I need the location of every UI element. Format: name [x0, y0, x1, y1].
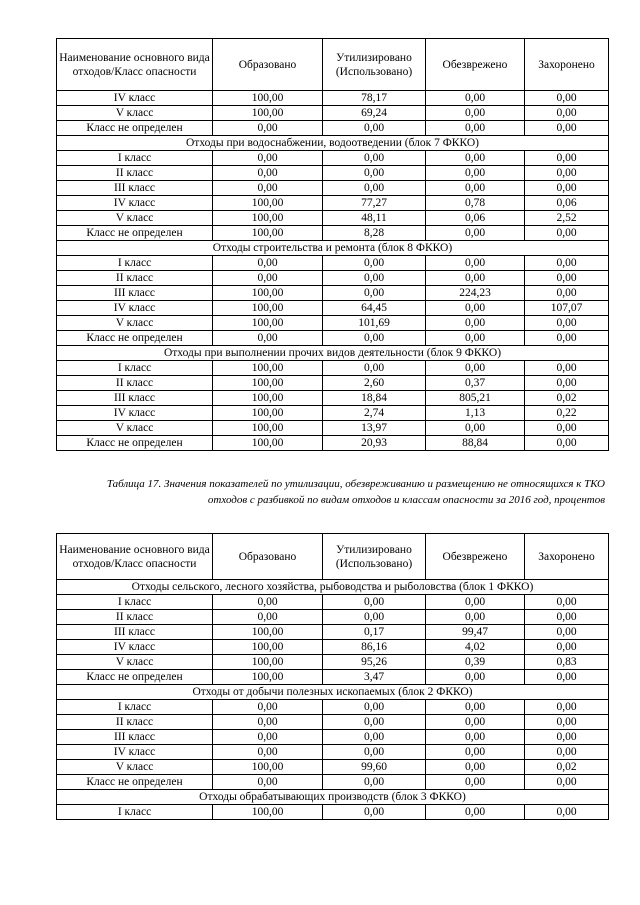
class-cell: III класс [57, 181, 213, 196]
neutralized-cell: 0,00 [426, 316, 525, 331]
buried-cell: 0,00 [525, 640, 609, 655]
class-cell: Класс не определен [57, 436, 213, 451]
buried-cell: 0,00 [525, 256, 609, 271]
neutralized-cell: 0,00 [426, 805, 525, 820]
buried-cell: 0,00 [525, 151, 609, 166]
class-cell: I класс [57, 151, 213, 166]
header-generated: Образовано [213, 39, 323, 91]
class-cell: III класс [57, 286, 213, 301]
section-title: Отходы обрабатывающих производств (блок 3 ФККО) [57, 790, 609, 805]
table-row [57, 421, 609, 436]
table1-body [57, 39, 609, 451]
generated-cell: 0,00 [213, 166, 323, 181]
table-row [57, 166, 609, 181]
header-neutralized: Обезврежено [426, 534, 525, 580]
table-row [57, 196, 609, 211]
generated-cell: 0,00 [213, 745, 323, 760]
neutralized-cell: 88,84 [426, 436, 525, 451]
header-utilized: Утилизировано (Использовано) [323, 39, 426, 91]
buried-cell: 0,00 [525, 745, 609, 760]
section-title: Отходы при выполнении прочих видов деятельности (блок 9 ФККО) [57, 346, 609, 361]
table-row [57, 700, 609, 715]
neutralized-cell: 1,13 [426, 406, 525, 421]
utilized-cell: 86,16 [323, 640, 426, 655]
section-title: Отходы при водоснабжении, водоотведении (блок 7 ФККО) [57, 136, 609, 151]
table-row [57, 361, 609, 376]
buried-cell: 0,00 [525, 805, 609, 820]
header-generated: Образовано [213, 534, 323, 580]
table-row [57, 391, 609, 406]
utilized-cell: 0,00 [323, 610, 426, 625]
neutralized-cell: 0,00 [426, 181, 525, 196]
generated-cell: 100,00 [213, 760, 323, 775]
neutralized-cell: 0,00 [426, 256, 525, 271]
class-cell: I класс [57, 700, 213, 715]
generated-cell: 100,00 [213, 670, 323, 685]
utilized-cell: 0,00 [323, 181, 426, 196]
utilized-cell: 69,24 [323, 106, 426, 121]
generated-cell: 100,00 [213, 436, 323, 451]
buried-cell: 0,02 [525, 391, 609, 406]
section-header-row [57, 580, 609, 595]
generated-cell: 100,00 [213, 625, 323, 640]
class-cell: II класс [57, 610, 213, 625]
class-cell: I класс [57, 361, 213, 376]
section-title: Отходы сельского, лесного хозяйства, рыбоводства и рыболовства (блок 1 ФККО) [57, 580, 609, 595]
utilized-cell: 0,00 [323, 700, 426, 715]
utilized-cell: 0,00 [323, 775, 426, 790]
waste-table-continued [56, 38, 609, 451]
table-row [57, 271, 609, 286]
generated-cell: 0,00 [213, 181, 323, 196]
generated-cell: 100,00 [213, 655, 323, 670]
table-row [57, 106, 609, 121]
buried-cell: 0,00 [525, 361, 609, 376]
buried-cell: 0,83 [525, 655, 609, 670]
generated-cell: 0,00 [213, 775, 323, 790]
table-row [57, 655, 609, 670]
buried-cell: 0,00 [525, 670, 609, 685]
generated-cell: 100,00 [213, 391, 323, 406]
section-header-row [57, 241, 609, 256]
class-cell: IV класс [57, 91, 213, 106]
section-header-row [57, 136, 609, 151]
neutralized-cell: 0,00 [426, 331, 525, 346]
buried-cell: 0,00 [525, 91, 609, 106]
header-row [57, 39, 609, 91]
table-row [57, 805, 609, 820]
generated-cell: 0,00 [213, 121, 323, 136]
class-cell: V класс [57, 760, 213, 775]
neutralized-cell: 0,00 [426, 361, 525, 376]
buried-cell: 2,52 [525, 211, 609, 226]
header-waste-type: Наименование основного вида отходов/Класс опасности [57, 39, 213, 91]
utilized-cell: 0,00 [323, 595, 426, 610]
section-header-row [57, 346, 609, 361]
neutralized-cell: 0,00 [426, 301, 525, 316]
table-row [57, 670, 609, 685]
neutralized-cell: 99,47 [426, 625, 525, 640]
neutralized-cell: 0,00 [426, 151, 525, 166]
buried-cell: 0,00 [525, 286, 609, 301]
buried-cell: 0,00 [525, 181, 609, 196]
table-row [57, 610, 609, 625]
utilized-cell: 0,00 [323, 166, 426, 181]
utilized-cell: 0,00 [323, 730, 426, 745]
generated-cell: 100,00 [213, 301, 323, 316]
buried-cell: 0,00 [525, 595, 609, 610]
utilized-cell: 0,00 [323, 256, 426, 271]
table-row [57, 286, 609, 301]
buried-cell: 0,00 [525, 331, 609, 346]
class-cell: V класс [57, 106, 213, 121]
neutralized-cell: 4,02 [426, 640, 525, 655]
utilized-cell: 48,11 [323, 211, 426, 226]
neutralized-cell: 0,00 [426, 421, 525, 436]
utilized-cell: 2,74 [323, 406, 426, 421]
table-row [57, 406, 609, 421]
utilized-cell: 101,69 [323, 316, 426, 331]
class-cell: Класс не определен [57, 226, 213, 241]
table-row [57, 730, 609, 745]
class-cell: II класс [57, 376, 213, 391]
neutralized-cell: 0,00 [426, 106, 525, 121]
class-cell: III класс [57, 391, 213, 406]
section-header-row [57, 685, 609, 700]
table-row [57, 226, 609, 241]
utilized-cell: 64,45 [323, 301, 426, 316]
neutralized-cell: 0,00 [426, 715, 525, 730]
class-cell: V класс [57, 421, 213, 436]
generated-cell: 0,00 [213, 610, 323, 625]
buried-cell: 0,00 [525, 775, 609, 790]
neutralized-cell: 0,00 [426, 670, 525, 685]
buried-cell: 107,07 [525, 301, 609, 316]
generated-cell: 100,00 [213, 361, 323, 376]
class-cell: Класс не определен [57, 331, 213, 346]
generated-cell: 100,00 [213, 640, 323, 655]
class-cell: Класс не определен [57, 775, 213, 790]
buried-cell: 0,00 [525, 610, 609, 625]
generated-cell: 100,00 [213, 421, 323, 436]
table-row [57, 625, 609, 640]
waste-table-2016 [56, 533, 609, 820]
buried-cell: 0,00 [525, 121, 609, 136]
class-cell: Класс не определен [57, 670, 213, 685]
generated-cell: 100,00 [213, 106, 323, 121]
generated-cell: 0,00 [213, 256, 323, 271]
generated-cell: 100,00 [213, 196, 323, 211]
table-row [57, 121, 609, 136]
utilized-cell: 20,93 [323, 436, 426, 451]
class-cell: V класс [57, 316, 213, 331]
utilized-cell: 18,84 [323, 391, 426, 406]
section-header-row [57, 790, 609, 805]
header-buried: Захоронено [525, 534, 609, 580]
utilized-cell: 0,00 [323, 271, 426, 286]
buried-cell: 0,00 [525, 436, 609, 451]
table-caption: Таблица 17. Значения показателей по утилизации, обезвреживанию и размещению не относящихся к ТКО отходов с разбивкой по видам отходов и классам опасности за 2016 год, процентов [106, 478, 605, 506]
class-cell: IV класс [57, 406, 213, 421]
class-cell: III класс [57, 625, 213, 640]
neutralized-cell: 0,00 [426, 610, 525, 625]
buried-cell: 0,06 [525, 196, 609, 211]
utilized-cell: 0,00 [323, 286, 426, 301]
neutralized-cell: 0,00 [426, 775, 525, 790]
class-cell: II класс [57, 715, 213, 730]
section-title: Отходы строительства и ремонта (блок 8 ФККО) [57, 241, 609, 256]
table-row [57, 91, 609, 106]
buried-cell: 0,00 [525, 730, 609, 745]
generated-cell: 0,00 [213, 271, 323, 286]
utilized-cell: 0,00 [323, 715, 426, 730]
header-neutralized: Обезврежено [426, 39, 525, 91]
table-row [57, 376, 609, 391]
header-buried: Захоронено [525, 39, 609, 91]
generated-cell: 100,00 [213, 805, 323, 820]
generated-cell: 100,00 [213, 286, 323, 301]
table-row [57, 760, 609, 775]
class-cell: V класс [57, 211, 213, 226]
neutralized-cell: 0,00 [426, 271, 525, 286]
neutralized-cell: 224,23 [426, 286, 525, 301]
generated-cell: 100,00 [213, 211, 323, 226]
utilized-cell: 78,17 [323, 91, 426, 106]
neutralized-cell: 0,37 [426, 376, 525, 391]
table-row [57, 436, 609, 451]
buried-cell: 0,02 [525, 760, 609, 775]
neutralized-cell: 0,00 [426, 760, 525, 775]
generated-cell: 100,00 [213, 406, 323, 421]
header-utilized: Утилизировано (Использовано) [323, 534, 426, 580]
header-waste-type: Наименование основного вида отходов/Класс опасности [57, 534, 213, 580]
generated-cell: 100,00 [213, 226, 323, 241]
neutralized-cell: 0,00 [426, 226, 525, 241]
buried-cell: 0,00 [525, 700, 609, 715]
generated-cell: 100,00 [213, 376, 323, 391]
neutralized-cell: 0,00 [426, 166, 525, 181]
utilized-cell: 0,17 [323, 625, 426, 640]
utilized-cell: 99,60 [323, 760, 426, 775]
utilized-cell: 0,00 [323, 745, 426, 760]
buried-cell: 0,00 [525, 715, 609, 730]
neutralized-cell: 805,21 [426, 391, 525, 406]
generated-cell: 100,00 [213, 316, 323, 331]
neutralized-cell: 0,78 [426, 196, 525, 211]
class-cell: Класс не определен [57, 121, 213, 136]
neutralized-cell: 0,39 [426, 655, 525, 670]
section-title: Отходы от добычи полезных ископаемых (блок 2 ФККО) [57, 685, 609, 700]
table-row [57, 715, 609, 730]
class-cell: IV класс [57, 301, 213, 316]
buried-cell: 0,00 [525, 106, 609, 121]
utilized-cell: 0,00 [323, 331, 426, 346]
table-row [57, 775, 609, 790]
generated-cell: 100,00 [213, 91, 323, 106]
neutralized-cell: 0,00 [426, 730, 525, 745]
utilized-cell: 2,60 [323, 376, 426, 391]
buried-cell: 0,00 [525, 226, 609, 241]
class-cell: I класс [57, 805, 213, 820]
class-cell: IV класс [57, 196, 213, 211]
utilized-cell: 13,97 [323, 421, 426, 436]
utilized-cell: 95,26 [323, 655, 426, 670]
generated-cell: 0,00 [213, 151, 323, 166]
table-row [57, 595, 609, 610]
generated-cell: 0,00 [213, 595, 323, 610]
neutralized-cell: 0,00 [426, 121, 525, 136]
table-row [57, 331, 609, 346]
header-row [57, 534, 609, 580]
generated-cell: 0,00 [213, 700, 323, 715]
generated-cell: 0,00 [213, 331, 323, 346]
neutralized-cell: 0,00 [426, 595, 525, 610]
class-cell: I класс [57, 256, 213, 271]
buried-cell: 0,00 [525, 421, 609, 436]
table-row [57, 745, 609, 760]
neutralized-cell: 0,00 [426, 91, 525, 106]
table-row [57, 301, 609, 316]
table-row [57, 181, 609, 196]
generated-cell: 0,00 [213, 715, 323, 730]
buried-cell: 0,00 [525, 271, 609, 286]
class-cell: IV класс [57, 640, 213, 655]
table2-body [57, 534, 609, 820]
table-row [57, 256, 609, 271]
buried-cell: 0,00 [525, 376, 609, 391]
class-cell: II класс [57, 166, 213, 181]
table-row [57, 211, 609, 226]
neutralized-cell: 0,06 [426, 211, 525, 226]
class-cell: II класс [57, 271, 213, 286]
table-row [57, 316, 609, 331]
generated-cell: 0,00 [213, 730, 323, 745]
table-row [57, 151, 609, 166]
utilized-cell: 0,00 [323, 121, 426, 136]
class-cell: I класс [57, 595, 213, 610]
buried-cell: 0,22 [525, 406, 609, 421]
utilized-cell: 0,00 [323, 805, 426, 820]
class-cell: III класс [57, 730, 213, 745]
utilized-cell: 3,47 [323, 670, 426, 685]
neutralized-cell: 0,00 [426, 700, 525, 715]
table-row [57, 640, 609, 655]
class-cell: V класс [57, 655, 213, 670]
utilized-cell: 8,28 [323, 226, 426, 241]
buried-cell: 0,00 [525, 166, 609, 181]
class-cell: IV класс [57, 745, 213, 760]
buried-cell: 0,00 [525, 625, 609, 640]
utilized-cell: 0,00 [323, 151, 426, 166]
utilized-cell: 0,00 [323, 361, 426, 376]
neutralized-cell: 0,00 [426, 745, 525, 760]
utilized-cell: 77,27 [323, 196, 426, 211]
buried-cell: 0,00 [525, 316, 609, 331]
